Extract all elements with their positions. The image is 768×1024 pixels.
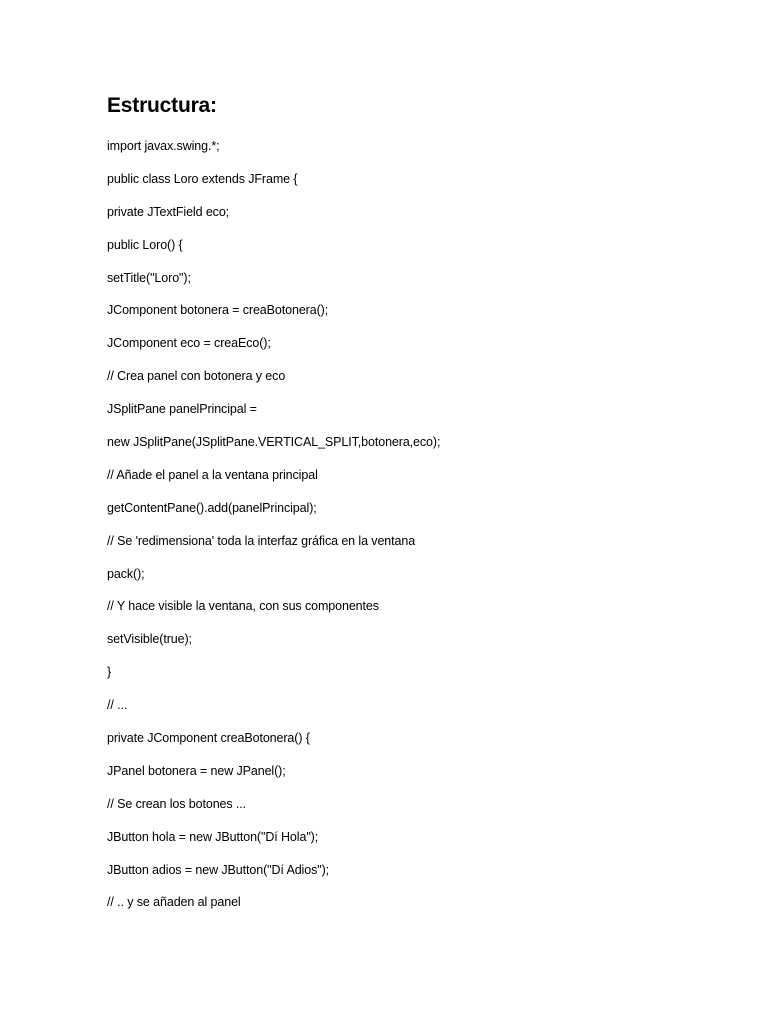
code-comment-line: // Crea panel con botonera y eco [107,369,286,384]
code-line: import javax.swing.*; [107,139,220,153]
code-line: JComponent botonera = creaBotonera(); [107,303,329,318]
code-line: private JComponent creaBotonera() { [107,731,310,746]
code-line: JButton adios = new JButton("Dí Adios"); [107,862,330,877]
code-line: JSplitPane panelPrincipal = [107,402,257,417]
code-line: JComponent eco = creaEco(); [107,336,271,351]
code-line: pack(); [107,566,145,581]
section-heading: Estructura: [107,94,217,117]
code-line: JButton hola = new JButton("Dí Hola"); [107,829,319,844]
code-comment-line: // .. y se añaden al panel [107,895,241,910]
code-line: getContentPane().add(panelPrincipal); [107,500,317,515]
code-listing [107,137,440,926]
code-line: setVisible(true); [107,632,192,647]
code-comment-line: // ... [107,698,128,713]
code-line: public Loro() { [107,237,183,252]
code-comment-line: // Se 'redimensiona' toda la interfaz gráfica en la ventana [107,533,416,548]
code-line: private JTextField eco; [107,204,230,219]
code-line: new JSplitPane(JSplitPane.VERTICAL_SPLIT,botonera,eco); [107,435,441,450]
code-comment-line: // Y hace visible la ventana, con sus componentes [107,599,379,614]
code-comment-line: // Se crean los botones ... [107,796,247,811]
code-line: JPanel botonera = new JPanel(); [107,763,286,778]
code-line: setTitle("Loro"); [107,270,191,285]
code-comment-line: // Añade el panel a la ventana principal [107,467,318,482]
code-line: public class Loro extends JFrame { [107,171,298,186]
code-line: } [107,665,112,680]
